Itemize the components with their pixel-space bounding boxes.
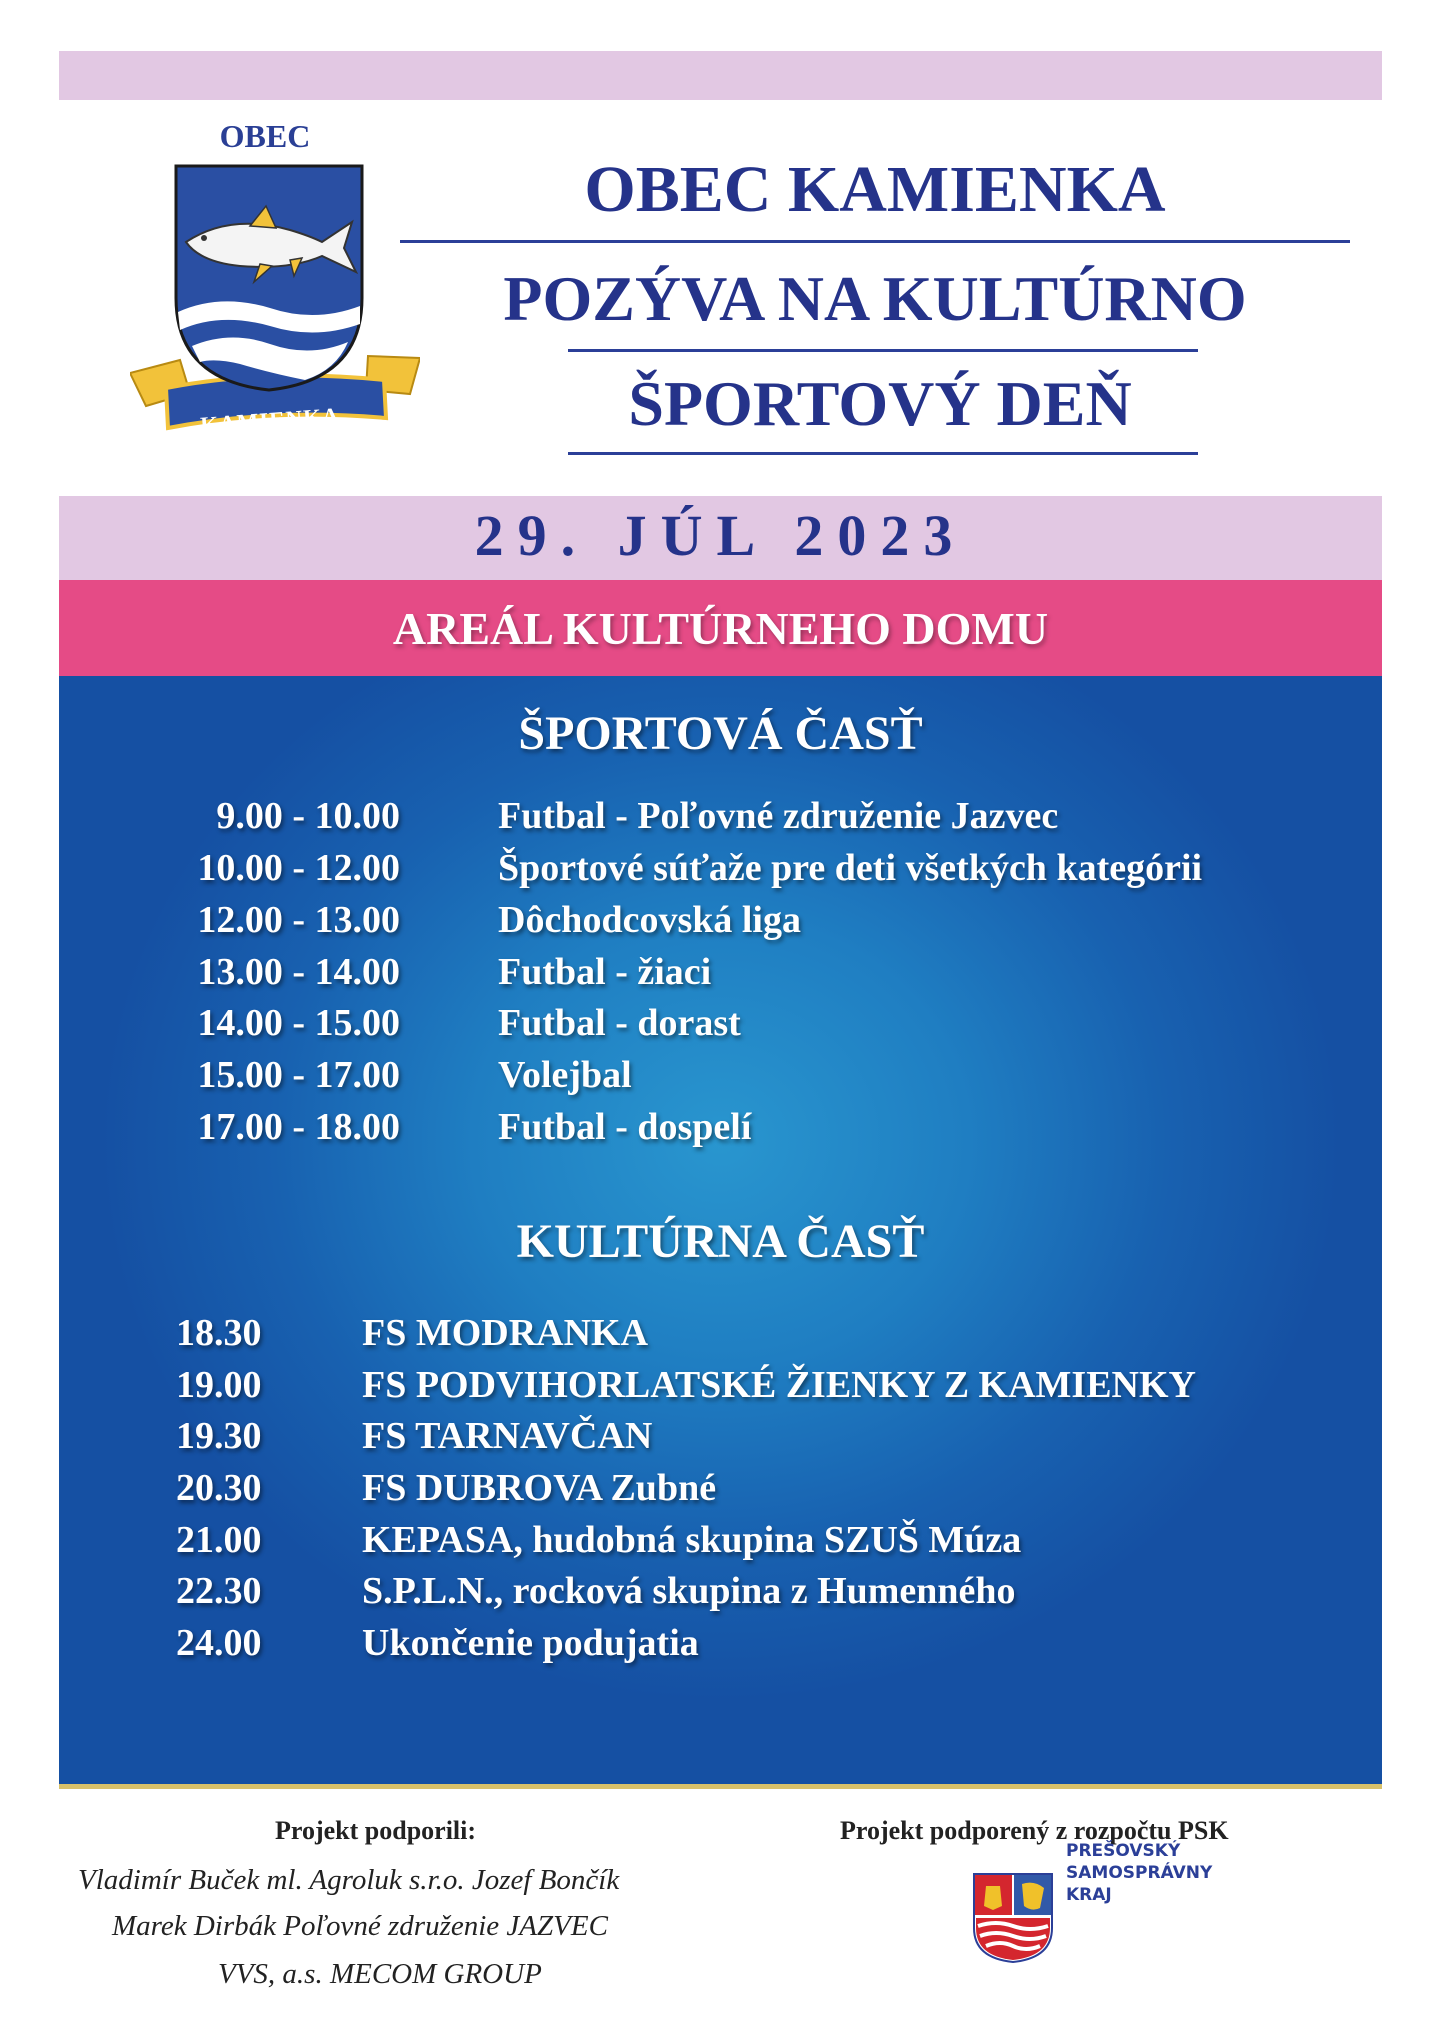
title-divider-2 <box>568 349 1198 352</box>
sport-time: 14.00 - 15.00 <box>197 1002 400 1044</box>
culture-activity: FS DUBROVA Zubné <box>362 1467 717 1509</box>
sponsors-line-2: Marek Dirbák Poľovné združenie JAZVEC <box>112 1910 608 1942</box>
top-decor-strip <box>59 51 1382 100</box>
culture-time: 19.30 <box>176 1415 262 1457</box>
psk-logo-line-3: KRAJ <box>1066 1885 1112 1905</box>
sport-section-heading: ŠPORTOVÁ ČASŤ <box>518 707 923 760</box>
event-venue: AREÁL KULTÚRNEHO DOMU <box>392 603 1049 654</box>
title-divider-1 <box>400 240 1350 243</box>
sport-activity: Športové súťaže pre deti všetkých kategórii <box>498 847 1203 889</box>
culture-activity: Ukončenie podujatia <box>362 1622 699 1664</box>
sponsors-line-1: Vladimír Buček ml. Agroluk s.r.o. Jozef Bončík <box>78 1864 620 1896</box>
psk-logo-text <box>1066 1840 1212 1906</box>
title-line-1: OBEC KAMIENKA <box>584 153 1166 226</box>
culture-activity: FS MODRANKA <box>362 1312 649 1354</box>
sport-activity: Volejbal <box>498 1054 632 1096</box>
culture-time: 24.00 <box>176 1622 262 1664</box>
psk-logo-line-2: SAMOSPRÁVNY <box>1066 1863 1213 1883</box>
sport-time: 10.00 - 12.00 <box>197 847 400 889</box>
sport-activity: Futbal - žiaci <box>498 951 712 993</box>
sport-activity: Dôchodcovská liga <box>498 899 801 941</box>
sport-activity: Futbal - dospelí <box>498 1106 752 1148</box>
culture-time: 22.30 <box>176 1570 262 1612</box>
footer-divider <box>59 1784 1382 1789</box>
title-line-2: POZÝVA NA KULTÚRNO <box>503 263 1247 334</box>
supporters-heading: Projekt podporili: <box>275 1816 477 1845</box>
title-divider-3 <box>568 452 1198 455</box>
culture-activity: S.P.L.N., rocková skupina z Humenného <box>362 1570 1016 1612</box>
culture-activity: KEPASA, hudobná skupina SZUŠ Múza <box>362 1519 1022 1561</box>
culture-time: 20.30 <box>176 1467 262 1509</box>
crest-top-label: OBEC <box>219 118 311 154</box>
crest-ribbon-label: KAMIENKA <box>199 403 341 438</box>
culture-activity: FS TARNAVČAN <box>362 1415 653 1457</box>
culture-activity: FS PODVIHORLATSKÉ ŽIENKY Z KAMIENKY <box>362 1364 1196 1406</box>
event-date: 29. JÚL 2023 <box>474 503 967 568</box>
culture-section-heading: KULTÚRNA ČASŤ <box>516 1215 925 1268</box>
sport-time: 17.00 - 18.00 <box>197 1106 400 1148</box>
culture-time: 21.00 <box>176 1519 262 1561</box>
sport-time: 15.00 - 17.00 <box>197 1054 400 1096</box>
psk-logo-line-1: PREŠOVSKÝ <box>1066 1841 1181 1861</box>
kamienka-coat-of-arms <box>130 118 420 448</box>
psk-funding-label: Projekt podporený z rozpočtu PSK <box>840 1816 1229 1845</box>
sport-activity: Futbal - Poľovné združenie Jazvec <box>498 795 1059 837</box>
sport-time: 13.00 - 14.00 <box>197 951 400 993</box>
sponsors-line-3: VVS, a.s. MECOM GROUP <box>218 1958 542 1990</box>
sport-activity: Futbal - dorast <box>498 1002 741 1044</box>
sport-time: 9.00 - 10.00 <box>216 795 400 837</box>
psk-crest-icon <box>972 1872 1054 1964</box>
culture-time: 18.30 <box>176 1312 262 1354</box>
sport-time: 12.00 - 13.00 <box>197 899 400 941</box>
title-line-3: ŠPORTOVÝ DEŇ <box>628 368 1132 439</box>
culture-time: 19.00 <box>176 1364 262 1406</box>
